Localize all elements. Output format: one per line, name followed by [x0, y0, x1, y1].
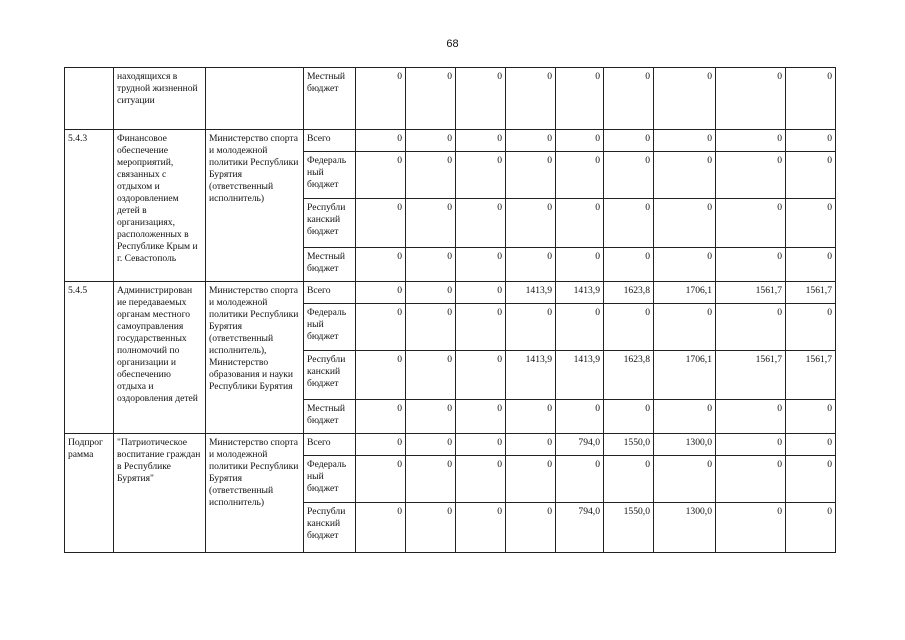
value-cell: 0 — [456, 503, 506, 553]
value-cell: 0 — [716, 456, 786, 503]
executor-cell: Министерство спорта и молодежной политики Республики Бурятия (ответственный исполнитель), Министерство образования и науки Республики Бурятия — [206, 282, 304, 434]
value-cell: 0 — [716, 434, 786, 456]
funding-source-cell: Федераль ный бюджет — [304, 304, 356, 351]
value-cell: 0 — [406, 503, 456, 553]
value-cell: 0 — [604, 400, 654, 434]
value-cell: 0 — [406, 130, 456, 152]
value-cell: 0 — [556, 400, 604, 434]
value-cell: 0 — [786, 400, 836, 434]
value-cell: 0 — [716, 400, 786, 434]
value-cell: 0 — [456, 199, 506, 248]
value-cell: 1300,0 — [654, 503, 716, 553]
value-cell: 0 — [716, 152, 786, 199]
page-number: 68 — [446, 38, 459, 50]
table-row — [65, 282, 836, 304]
value-cell: 0 — [556, 130, 604, 152]
funding-source-cell: Республи канский бюджет — [304, 351, 356, 400]
value-cell: 0 — [604, 248, 654, 282]
funding-source-cell: Местный бюджет — [304, 248, 356, 282]
code-cell — [65, 68, 114, 130]
value-cell: 0 — [786, 456, 836, 503]
measure-name-cell: Финансовое обеспечение мероприятий, связанных с отдыхом и оздоровлением детей в организациях, расположенных в Республике Крым и г. Севастополь — [114, 130, 206, 282]
value-cell: 0 — [654, 456, 716, 503]
value-cell: 794,0 — [556, 434, 604, 456]
value-cell: 0 — [556, 248, 604, 282]
measure-name-cell: находящихся в трудной жизненной ситуации — [114, 68, 206, 130]
code-cell: 5.4.5 — [65, 282, 114, 434]
value-cell: 0 — [786, 434, 836, 456]
funding-source-cell: Местный бюджет — [304, 400, 356, 434]
value-cell: 0 — [456, 351, 506, 400]
value-cell: 0 — [356, 68, 406, 130]
value-cell: 0 — [506, 434, 556, 456]
budget-table — [64, 67, 836, 553]
value-cell: 0 — [456, 304, 506, 351]
value-cell: 0 — [556, 456, 604, 503]
value-cell: 0 — [604, 130, 654, 152]
table-row — [65, 68, 836, 130]
value-cell: 0 — [406, 304, 456, 351]
table-row — [65, 130, 836, 152]
value-cell: 0 — [456, 248, 506, 282]
value-cell: 0 — [406, 152, 456, 199]
value-cell: 0 — [356, 282, 406, 304]
executor-cell: Министерство спорта и молодежной политики Республики Бурятия (ответственный исполнитель) — [206, 434, 304, 553]
value-cell: 0 — [654, 152, 716, 199]
value-cell: 0 — [456, 68, 506, 130]
value-cell: 0 — [456, 130, 506, 152]
table-row — [65, 434, 836, 456]
value-cell: 0 — [786, 503, 836, 553]
value-cell: 0 — [356, 351, 406, 400]
value-cell: 1300,0 — [654, 434, 716, 456]
value-cell: 0 — [506, 68, 556, 130]
value-cell: 0 — [456, 456, 506, 503]
funding-source-cell: Федераль ный бюджет — [304, 456, 356, 503]
funding-source-cell: Всего — [304, 130, 356, 152]
value-cell: 1413,9 — [506, 282, 556, 304]
value-cell: 0 — [506, 456, 556, 503]
value-cell: 1561,7 — [716, 282, 786, 304]
value-cell: 1706,1 — [654, 351, 716, 400]
value-cell: 0 — [406, 434, 456, 456]
value-cell: 0 — [654, 248, 716, 282]
value-cell: 0 — [506, 503, 556, 553]
funding-source-cell: Республи канский бюджет — [304, 199, 356, 248]
value-cell: 0 — [456, 152, 506, 199]
executor-cell — [206, 68, 304, 130]
measure-name-cell: "Патриотическое воспитание граждан в Республике Бурятия" — [114, 434, 206, 553]
value-cell: 0 — [604, 152, 654, 199]
value-cell: 0 — [604, 68, 654, 130]
value-cell: 0 — [716, 199, 786, 248]
value-cell: 1413,9 — [556, 351, 604, 400]
value-cell: 0 — [556, 152, 604, 199]
value-cell: 0 — [556, 68, 604, 130]
funding-source-cell: Всего — [304, 282, 356, 304]
value-cell: 0 — [456, 400, 506, 434]
value-cell: 0 — [716, 248, 786, 282]
value-cell: 0 — [506, 199, 556, 248]
funding-source-cell: Республи канский бюджет — [304, 503, 356, 553]
value-cell: 0 — [356, 199, 406, 248]
value-cell: 0 — [406, 456, 456, 503]
value-cell: 0 — [654, 304, 716, 351]
value-cell: 0 — [406, 400, 456, 434]
value-cell: 0 — [786, 248, 836, 282]
value-cell: 0 — [556, 199, 604, 248]
value-cell: 0 — [654, 68, 716, 130]
value-cell: 0 — [506, 400, 556, 434]
value-cell: 0 — [716, 503, 786, 553]
value-cell: 0 — [786, 130, 836, 152]
value-cell: 0 — [356, 434, 406, 456]
value-cell: 1561,7 — [716, 351, 786, 400]
value-cell: 0 — [356, 503, 406, 553]
value-cell: 0 — [716, 304, 786, 351]
value-cell: 1561,7 — [786, 351, 836, 400]
value-cell: 1561,7 — [786, 282, 836, 304]
value-cell: 0 — [654, 199, 716, 248]
executor-cell: Министерство спорта и молодежной политики Республики Бурятия (ответственный исполнитель) — [206, 130, 304, 282]
value-cell: 0 — [786, 152, 836, 199]
value-cell: 0 — [654, 400, 716, 434]
value-cell: 0 — [506, 304, 556, 351]
value-cell: 0 — [786, 199, 836, 248]
value-cell: 0 — [716, 130, 786, 152]
value-cell: 0 — [456, 282, 506, 304]
value-cell: 0 — [716, 68, 786, 130]
value-cell: 1706,1 — [654, 282, 716, 304]
code-cell: 5.4.3 — [65, 130, 114, 282]
value-cell: 0 — [456, 434, 506, 456]
value-cell: 1623,8 — [604, 282, 654, 304]
value-cell: 0 — [406, 248, 456, 282]
value-cell: 794,0 — [556, 503, 604, 553]
value-cell: 0 — [406, 68, 456, 130]
value-cell: 1623,8 — [604, 351, 654, 400]
value-cell: 1413,9 — [506, 351, 556, 400]
value-cell: 0 — [506, 248, 556, 282]
value-cell: 1550,0 — [604, 503, 654, 553]
value-cell: 0 — [406, 351, 456, 400]
value-cell: 0 — [356, 456, 406, 503]
value-cell: 0 — [406, 199, 456, 248]
measure-name-cell: Администрирован ие передаваемых органам местного самоуправления государственных полномочий по организации и обеспечению отдыха и оздоровления детей — [114, 282, 206, 434]
value-cell: 0 — [356, 130, 406, 152]
funding-source-cell: Местный бюджет — [304, 68, 356, 130]
value-cell: 0 — [786, 68, 836, 130]
value-cell: 0 — [556, 304, 604, 351]
value-cell: 0 — [604, 199, 654, 248]
value-cell: 0 — [506, 130, 556, 152]
value-cell: 0 — [506, 152, 556, 199]
value-cell: 0 — [356, 304, 406, 351]
table-body — [65, 68, 836, 553]
code-cell: Подпрог рамма — [65, 434, 114, 553]
value-cell: 0 — [654, 130, 716, 152]
value-cell: 0 — [356, 400, 406, 434]
value-cell: 0 — [604, 456, 654, 503]
value-cell: 0 — [406, 282, 456, 304]
value-cell: 0 — [356, 248, 406, 282]
value-cell: 0 — [604, 304, 654, 351]
funding-source-cell: Всего — [304, 434, 356, 456]
value-cell: 1413,9 — [556, 282, 604, 304]
value-cell: 1550,0 — [604, 434, 654, 456]
funding-source-cell: Федераль ный бюджет — [304, 152, 356, 199]
value-cell: 0 — [786, 304, 836, 351]
value-cell: 0 — [356, 152, 406, 199]
